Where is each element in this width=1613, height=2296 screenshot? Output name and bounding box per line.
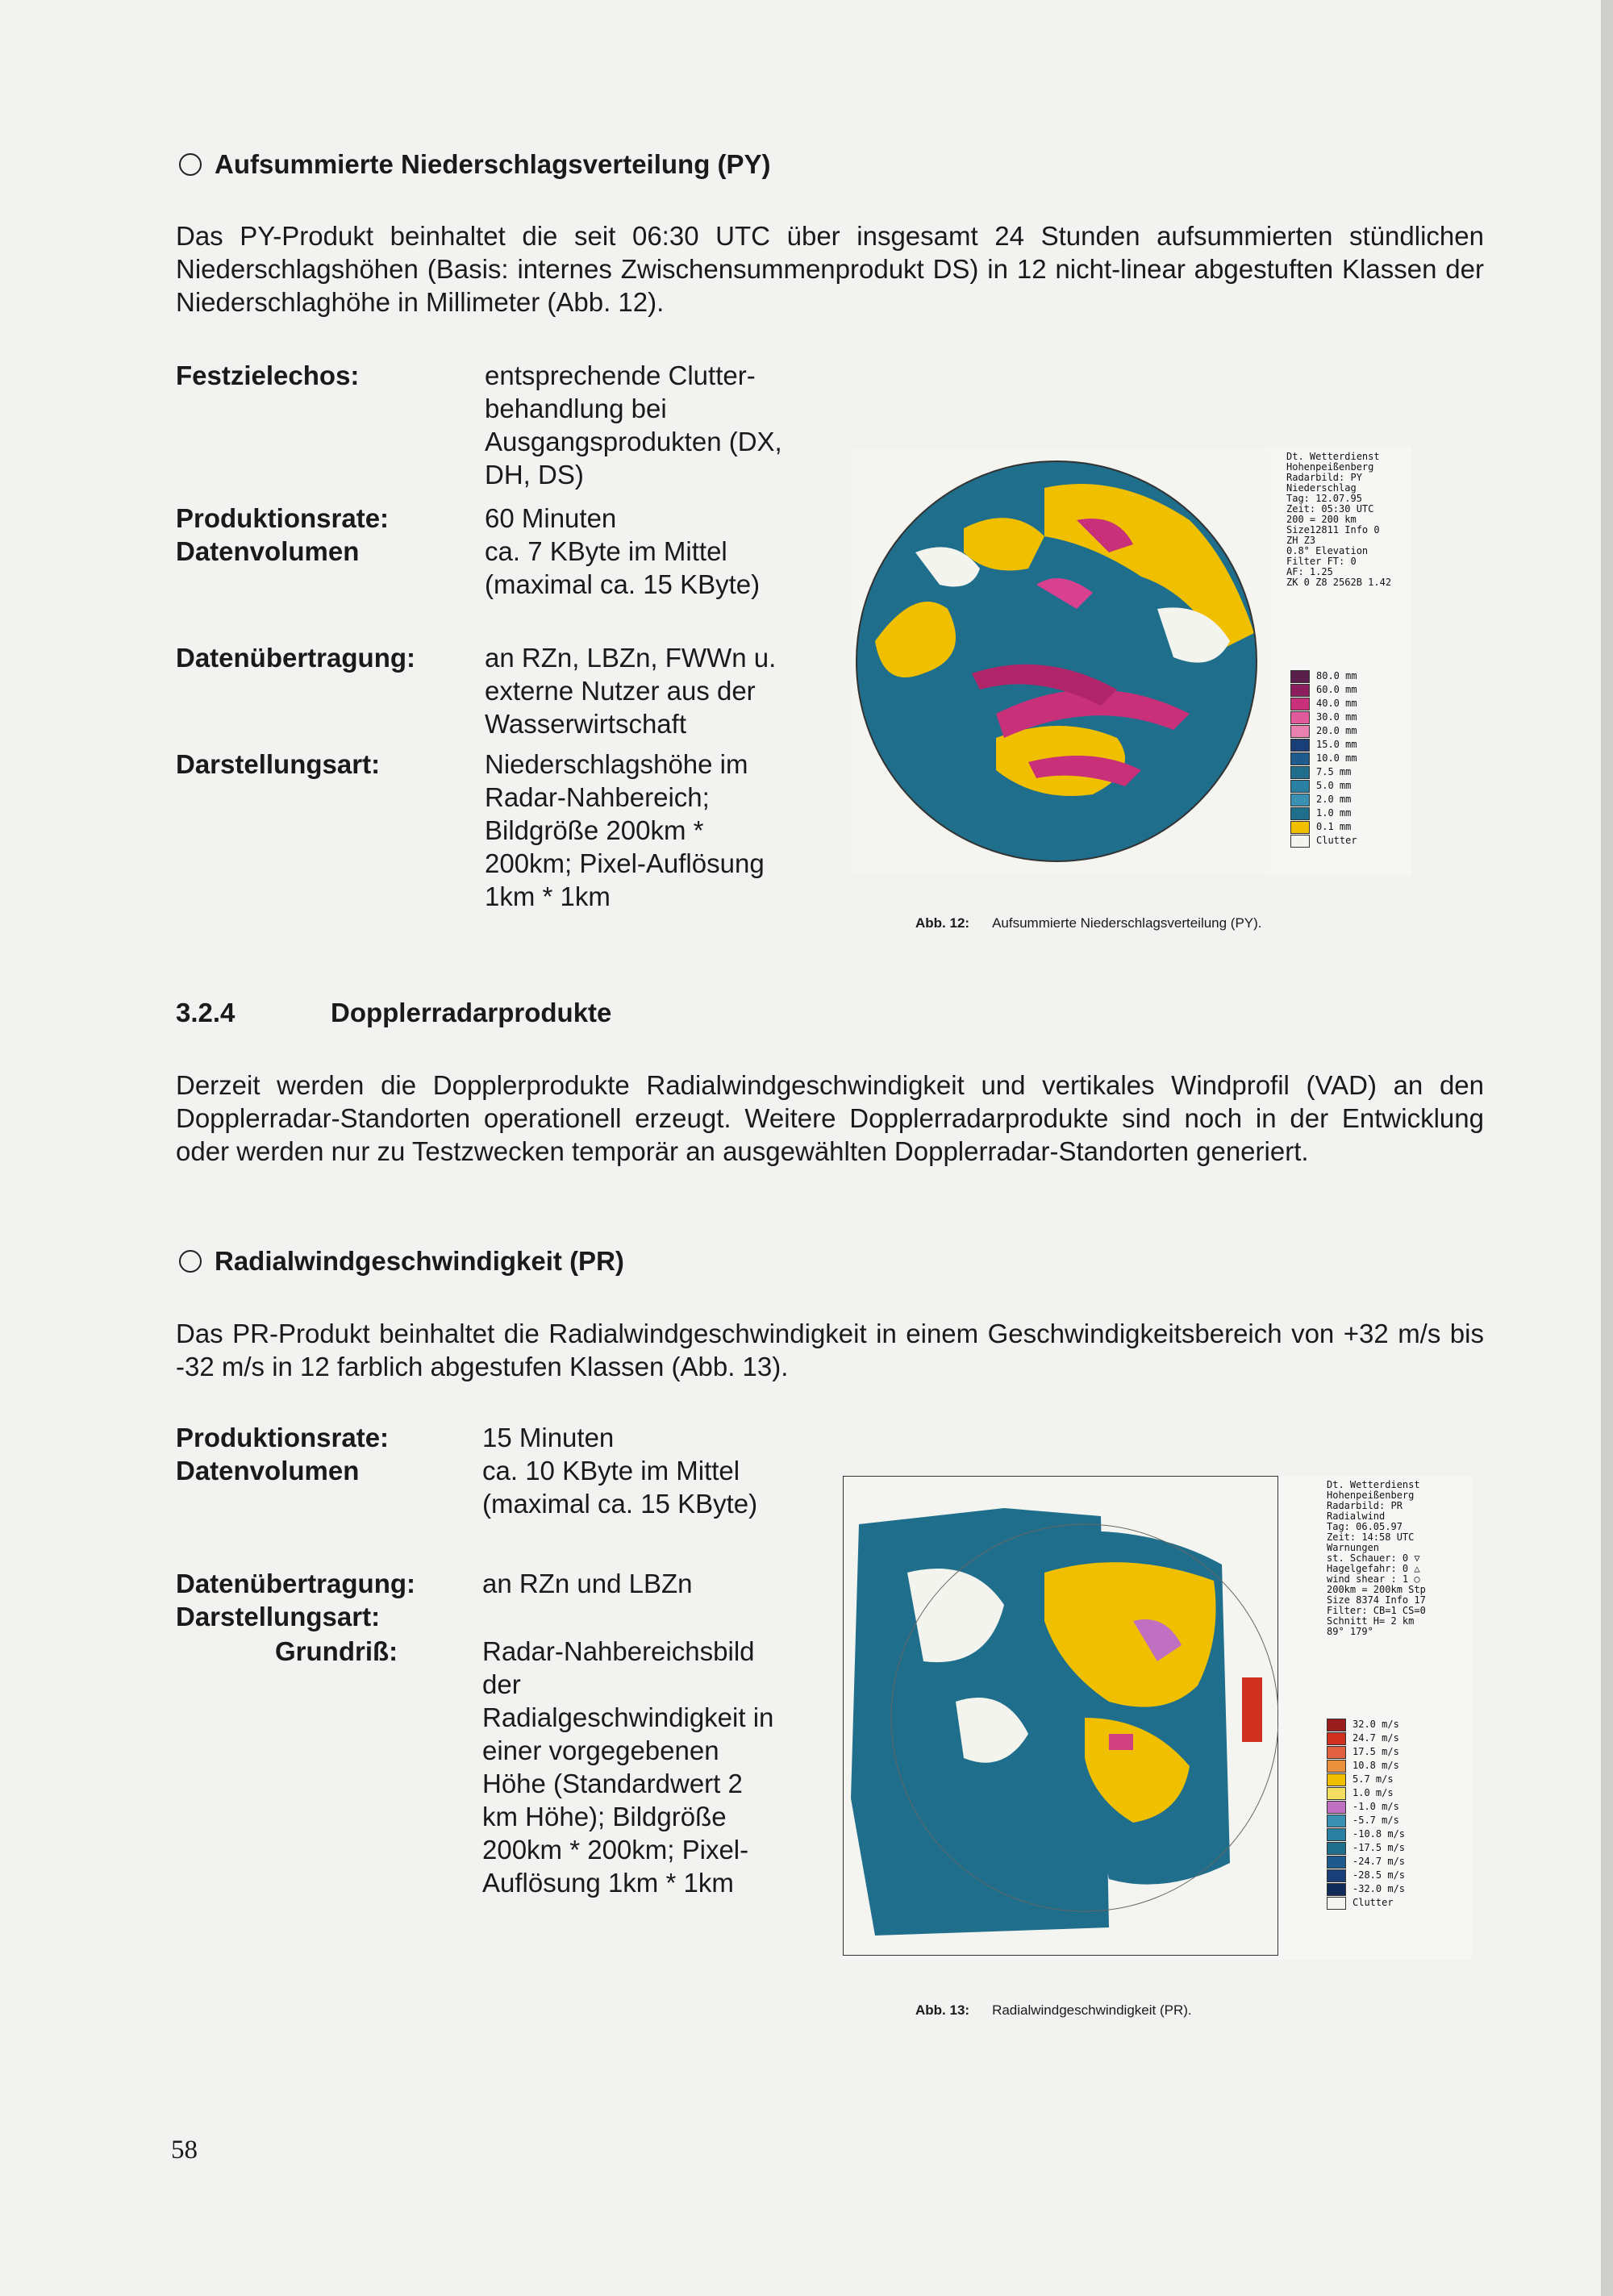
legend-item: 30.0 mm bbox=[1290, 710, 1357, 724]
value-datenuebertragung: an RZn und LBZn bbox=[482, 1569, 693, 1598]
pr-meta-block: Dt. Wetterdienst Hohenpeißenberg Radarbild: PR Radialwind Tag: 06.05.97 Zeit: 14:58 UTC Warnungen st. Schauer: 0 ▽ Hagelgefahr: 0 △ wind shear : 1 ○ 200km = 200km Stp Size 8374 Info 17 Filter: CB=1 CS=0 Schnitt H= 2 km 89° 179° bbox=[1327, 1479, 1426, 1637]
py-radar-image bbox=[851, 448, 1270, 875]
value-produktionsrate: 15 Minuten bbox=[482, 1423, 615, 1452]
legend-item: 20.0 mm bbox=[1290, 724, 1357, 738]
legend-item: -24.7 m/s bbox=[1327, 1855, 1405, 1869]
value-darstellungsart: Niederschlagshöhe im Radar-Nahbereich; Bildgröße 200km * 200km; Pixel-Auflösung 1km * 1km bbox=[485, 749, 765, 911]
py-meta-block: Dt. Wetterdienst Hohenpeißenberg Radarbild: PY Niederschlag Tag: 12.07.95 Zeit: 05:30 UTC 200 = 200 km Size12811 Info 0 ZH Z3 0.8° Elevation Filter FT: 0 AF: 1.25 ZK 0 Z8 2562B 1.42 bbox=[1286, 451, 1392, 588]
legend-item: 0.1 mm bbox=[1290, 820, 1357, 834]
legend-item: Clutter bbox=[1290, 834, 1357, 848]
legend-item: 10.0 mm bbox=[1290, 752, 1357, 765]
legend-item: -28.5 m/s bbox=[1327, 1869, 1405, 1882]
label-festzielechos: Festzielechos: bbox=[176, 360, 360, 390]
value-datenuebertragung: an RZn, LBZn, FWWn u. externe Nutzer aus der Wasserwirtschaft bbox=[485, 643, 777, 739]
py-paragraph: Das PY-Produkt beinhaltet die seit 06:30 UTC über insgesamt 24 Stunden aufsummierten stündlichen Niederschlagshöhen (Basis: internes Zwischensummenprodukt DS) in 12 nicht-linear abgestuften Klassen der Niederschlaghöhe in Millimeter (Abb. 12). bbox=[176, 221, 1484, 317]
label-datenvolumen: Datenvolumen bbox=[176, 1456, 360, 1486]
label-darstellungsart: Darstellungsart: bbox=[176, 749, 381, 779]
value-grundriss: Radar-Nahbereichsbild der Radialgeschwindigkeit in einer vorgegebenen Höhe (Standardwert 2 km Höhe); Bildgröße 200km * 200km; Pixel-Auflösung 1km * 1km bbox=[482, 1636, 774, 1898]
value-datenvolumen: ca. 7 KByte im Mittel (maximal ca. 15 KByte) bbox=[485, 536, 761, 599]
legend-item: 5.7 m/s bbox=[1327, 1773, 1405, 1786]
figure-13 bbox=[843, 1476, 1472, 1960]
label-produktionsrate: Produktionsrate: bbox=[176, 1423, 390, 1452]
page-edge bbox=[1601, 0, 1613, 2296]
legend-item: -10.8 m/s bbox=[1327, 1827, 1405, 1841]
dop-paragraph: Derzeit werden die Dopplerprodukte Radialwindgeschwindigkeit und vertikales Windprofil (VAD) an den Dopplerradar-Standorten operationell erzeugt. Weitere Dopplerradarprodukte sind noch in der Entwicklung oder werden nur zu Testzwecken temporär an ausgewählten Dopplerradar-Standorten generiert. bbox=[176, 1070, 1484, 1166]
legend-item: 10.8 m/s bbox=[1327, 1759, 1405, 1773]
page-number: 58 bbox=[171, 2136, 198, 2165]
legend-item: Clutter bbox=[1327, 1896, 1405, 1910]
label-datenuebertragung: Datenübertragung: bbox=[176, 1569, 415, 1598]
heading-pr: Radialwindgeschwindigkeit (PR) bbox=[179, 1246, 624, 1277]
bullet-circle-icon bbox=[179, 153, 202, 176]
label-produktionsrate: Produktionsrate: bbox=[176, 503, 390, 533]
caption-abb-12: Abb. 12: Aufsummierte Niederschlagsverteilung (PY). bbox=[915, 915, 1262, 931]
pr-paragraph: Das PR-Produkt beinhaltet die Radialwindgeschwindigkeit in einem Geschwindigkeitsbereich von +32 m/s bis -32 m/s in 12 farblich abgestufen Klassen (Abb. 13). bbox=[176, 1319, 1484, 1381]
legend-item: 2.0 mm bbox=[1290, 793, 1357, 806]
legend-item: -17.5 m/s bbox=[1327, 1841, 1405, 1855]
label-grundriss: Grundriß: bbox=[275, 1636, 398, 1666]
legend-item: 60.0 mm bbox=[1290, 683, 1357, 697]
section-number: 3.2.4 bbox=[176, 998, 235, 1027]
legend-item: 1.0 m/s bbox=[1327, 1786, 1405, 1800]
value-datenvolumen: ca. 10 KByte im Mittel (maximal ca. 15 KByte) bbox=[482, 1456, 758, 1519]
pr-radar-image bbox=[843, 1476, 1278, 1956]
legend-item: 5.0 mm bbox=[1290, 779, 1357, 793]
label-datenuebertragung: Datenübertragung: bbox=[176, 643, 415, 673]
legend-item: -32.0 m/s bbox=[1327, 1882, 1405, 1896]
legend-item: 1.0 mm bbox=[1290, 806, 1357, 820]
legend-item: 24.7 m/s bbox=[1327, 1731, 1405, 1745]
pr-legend bbox=[1327, 1718, 1405, 1910]
figure-12 bbox=[851, 448, 1411, 875]
legend-item: -1.0 m/s bbox=[1327, 1800, 1405, 1814]
legend-item: 80.0 mm bbox=[1290, 669, 1357, 683]
section-title: Dopplerradarprodukte bbox=[331, 998, 612, 1027]
legend-item: 17.5 m/s bbox=[1327, 1745, 1405, 1759]
legend-item: 32.0 m/s bbox=[1327, 1718, 1405, 1731]
legend-item: 7.5 mm bbox=[1290, 765, 1357, 779]
legend-item: 40.0 mm bbox=[1290, 697, 1357, 710]
py-legend bbox=[1290, 669, 1357, 848]
caption-abb-13: Abb. 13: Radialwindgeschwindigkeit (PR). bbox=[915, 2002, 1192, 2018]
label-datenvolumen: Datenvolumen bbox=[176, 536, 360, 566]
legend-item: 15.0 mm bbox=[1290, 738, 1357, 752]
legend-item: -5.7 m/s bbox=[1327, 1814, 1405, 1827]
value-festzielechos: entsprechende Clutter-behandlung bei Ausgangsprodukten (DX, DH, DS) bbox=[485, 360, 782, 490]
label-darstellungsart: Darstellungsart: bbox=[176, 1602, 381, 1631]
value-produktionsrate: 60 Minuten bbox=[485, 503, 617, 533]
bullet-circle-icon bbox=[179, 1250, 202, 1273]
pr-specs bbox=[176, 1421, 821, 1953]
heading-py: Aufsummierte Niederschlagsverteilung (PY) bbox=[179, 149, 771, 180]
